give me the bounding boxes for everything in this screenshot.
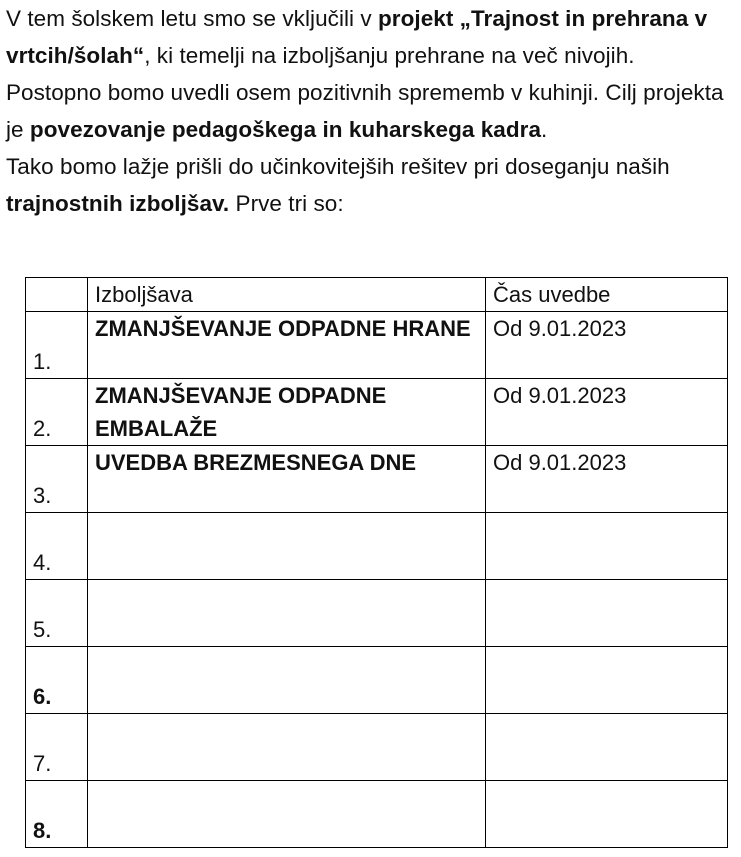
table-row [26, 647, 728, 714]
row-number-text: 2. [33, 416, 52, 441]
intro-p3-improvements: trajnostnih izboljšav. [6, 191, 230, 216]
table-row [26, 446, 728, 513]
intro-p1-text-b: , ki temelji na izboljšanju prehrane na več nivojih. [144, 43, 635, 68]
row-number [26, 379, 88, 446]
row-number [26, 781, 88, 848]
row-improvement [88, 647, 486, 714]
row-number [26, 312, 88, 379]
intro-p1-text-a: V tem šolskem letu smo se vključili v [6, 6, 378, 31]
row-number-text: 7. [33, 751, 52, 776]
row-improvement [88, 781, 486, 848]
row-time [486, 781, 728, 848]
table-row [26, 580, 728, 647]
intro-paragraph-2 [6, 74, 736, 148]
row-time-text: Od 9.01.2023 [493, 316, 627, 341]
row-number [26, 580, 88, 647]
intro-paragraph-1 [6, 0, 736, 74]
row-number-text: 1. [33, 349, 52, 374]
row-improvement-text: ZMANJŠEVANJE ODPADNE HRANE [95, 316, 471, 341]
row-time [486, 312, 728, 379]
intro-paragraph-3 [6, 148, 736, 222]
row-number-text: 3. [33, 483, 52, 508]
row-number [26, 714, 88, 781]
header-time: Čas uvedbe [486, 278, 728, 312]
intro-p2-text-b: . [541, 117, 548, 142]
table-row [26, 513, 728, 580]
intro-p1-project-name: projekt „Trajnost in prehrana v vrtcih/šolah“ [6, 6, 708, 68]
row-improvement [88, 312, 486, 379]
row-improvement [88, 513, 486, 580]
table-row [26, 781, 728, 848]
row-time-text: Od 9.01.2023 [493, 383, 627, 408]
row-time [486, 647, 728, 714]
row-improvement-text: ZMANJŠEVANJE ODPADNE EMBALAŽE [95, 383, 387, 441]
row-time [486, 446, 728, 513]
row-improvement [88, 446, 486, 513]
intro-p2-goal: povezovanje pedagoškega in kuharskega kadra [29, 117, 542, 142]
row-number-text: 8. [33, 818, 52, 843]
table-row [26, 714, 728, 781]
row-number-text: 6. [33, 684, 52, 709]
row-time [486, 379, 728, 446]
row-improvement [88, 580, 486, 647]
table-header-row [26, 278, 728, 312]
intro-p3-text-a: Tako bomo lažje prišli do učinkovitejših rešitev pri doseganju naših [6, 154, 670, 179]
row-time [486, 580, 728, 647]
row-time [486, 714, 728, 781]
intro-p2-text-a: Postopno bomo uvedli osem pozitivnih sprememb v kuhinji. Cilj projekta je [6, 80, 724, 142]
intro-p3-text-b: Prve tri so: [229, 191, 344, 216]
row-number-text: 5. [33, 617, 52, 642]
table-row [26, 379, 728, 446]
row-improvement [88, 379, 486, 446]
row-number [26, 446, 88, 513]
row-time [486, 513, 728, 580]
row-improvement-text: UVEDBA BREZMESNEGA DNE [95, 450, 417, 475]
row-number-text: 4. [33, 550, 52, 575]
table-row [26, 312, 728, 379]
header-improvement: Izboljšava [88, 278, 486, 312]
row-number [26, 513, 88, 580]
improvements-table [25, 277, 728, 848]
header-num [26, 278, 88, 312]
row-time-text: Od 9.01.2023 [493, 450, 627, 475]
row-improvement [88, 714, 486, 781]
row-number [26, 647, 88, 714]
intro-text [6, 0, 736, 222]
